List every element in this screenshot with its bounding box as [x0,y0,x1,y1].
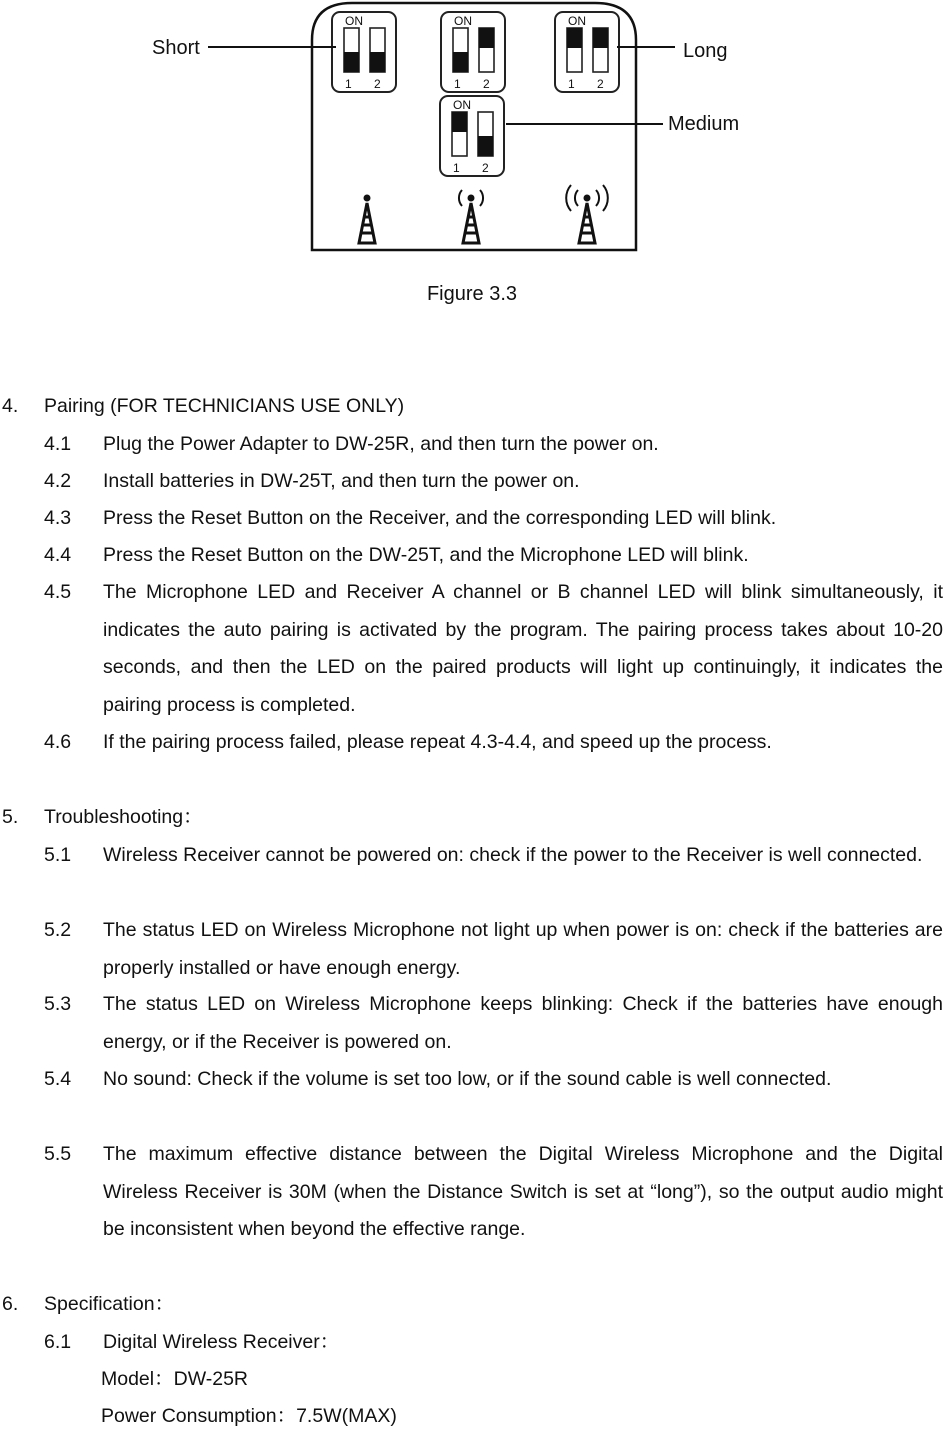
switch-on-text: ON [453,98,471,112]
item-text: Install batteries in DW-25T, and then turn the power on. [103,470,580,492]
switch-long [555,12,619,92]
item-text: No sound: Check if the volume is set too low, or if the sound cable is well connected. [103,1068,832,1090]
item-number: 4.3 [44,507,72,529]
switch-num-text: 2 [597,77,604,91]
item-text: Digital Wireless Receiver： [103,1331,340,1353]
figure-caption: Figure 3.3 [426,283,518,305]
section-title: Specification： [44,1293,175,1315]
switch-num-text: 1 [454,77,461,91]
switch-on-text: ON [345,14,363,28]
spec-model-text: Model：DW-25R [101,1368,249,1390]
item-number: 5.5 [44,1143,72,1165]
section-number: 6. [2,1293,19,1315]
switch-num-text: 1 [345,77,352,91]
switch-variant [441,12,505,92]
section-number: 4. [2,395,19,417]
item-text: The Microphone LED and Receiver A channel or B channel LED will blink simultaneously, it indicates the auto pairing is activated by the program. The pairing process takes about 10-20 seconds, and then the LED on the paired products will light up continuingly, it indicates the pairing process is completed. [103,581,943,716]
switch-medium [440,96,504,176]
medium-label: Medium [668,113,740,135]
item-number: 5.4 [44,1068,72,1090]
item-text: The maximum effective distance between the Digital Wireless Microphone and the Digital Wireless Receiver is 30M (when the Distance Switch is set at “long”), so the output audio might be inconsistent when beyond the effective range. [103,1143,943,1240]
item-text: If the pairing process failed, please repeat 4.3-4.4, and speed up the process. [103,731,772,753]
section-title: Troubleshooting： [44,806,203,828]
switch-num-text: 2 [374,77,381,91]
item-text: Press the Reset Button on the Receiver, and the corresponding LED will blink. [103,507,777,529]
item-number: 4.2 [44,470,72,492]
item-number: 5.1 [44,844,72,866]
item-text: Press the Reset Button on the DW-25T, and the Microphone LED will blink. [103,544,749,566]
item-text: Plug the Power Adapter to DW-25R, and then turn the power on. [103,433,659,455]
item-number: 4.1 [44,433,72,455]
short-label: Short [152,37,200,59]
distance-switch-figure [0,0,944,260]
switch-short [332,12,396,92]
section-number: 5. [2,806,19,828]
antenna-weak-icon [359,195,375,244]
item-number: 5.2 [44,919,72,941]
item-number: 4.5 [44,581,72,603]
switch-num-text: 2 [482,161,489,175]
item-number: 6.1 [44,1331,72,1353]
antenna-medium-icon [459,190,483,243]
item-number: 4.6 [44,731,72,753]
item-number: 4.4 [44,544,72,566]
spec-power-text: Power Consumption：7.5W(MAX) [101,1405,397,1427]
antenna-strong-icon [566,185,608,243]
item-text: The status LED on Wireless Microphone not light up when power is on: check if the batteries are properly installed or have enough energy. [103,919,943,979]
item-text: The status LED on Wireless Microphone keeps blinking: Check if the batteries have enough energy, or if the Receiver is powered on. [103,993,943,1053]
switch-num-text: 1 [453,161,460,175]
item-number: 5.3 [44,993,72,1015]
switch-panel-diagram [0,0,944,260]
switch-on-text: ON [568,14,586,28]
switch-num-text: 1 [568,77,575,91]
section-title: Pairing (FOR TECHNICIANS USE ONLY) [44,395,405,417]
switch-on-text: ON [454,14,472,28]
item-text: Wireless Receiver cannot be powered on: check if the power to the Receiver is well connected. [103,844,923,866]
long-label: Long [683,40,728,62]
switch-num-text: 2 [483,77,490,91]
